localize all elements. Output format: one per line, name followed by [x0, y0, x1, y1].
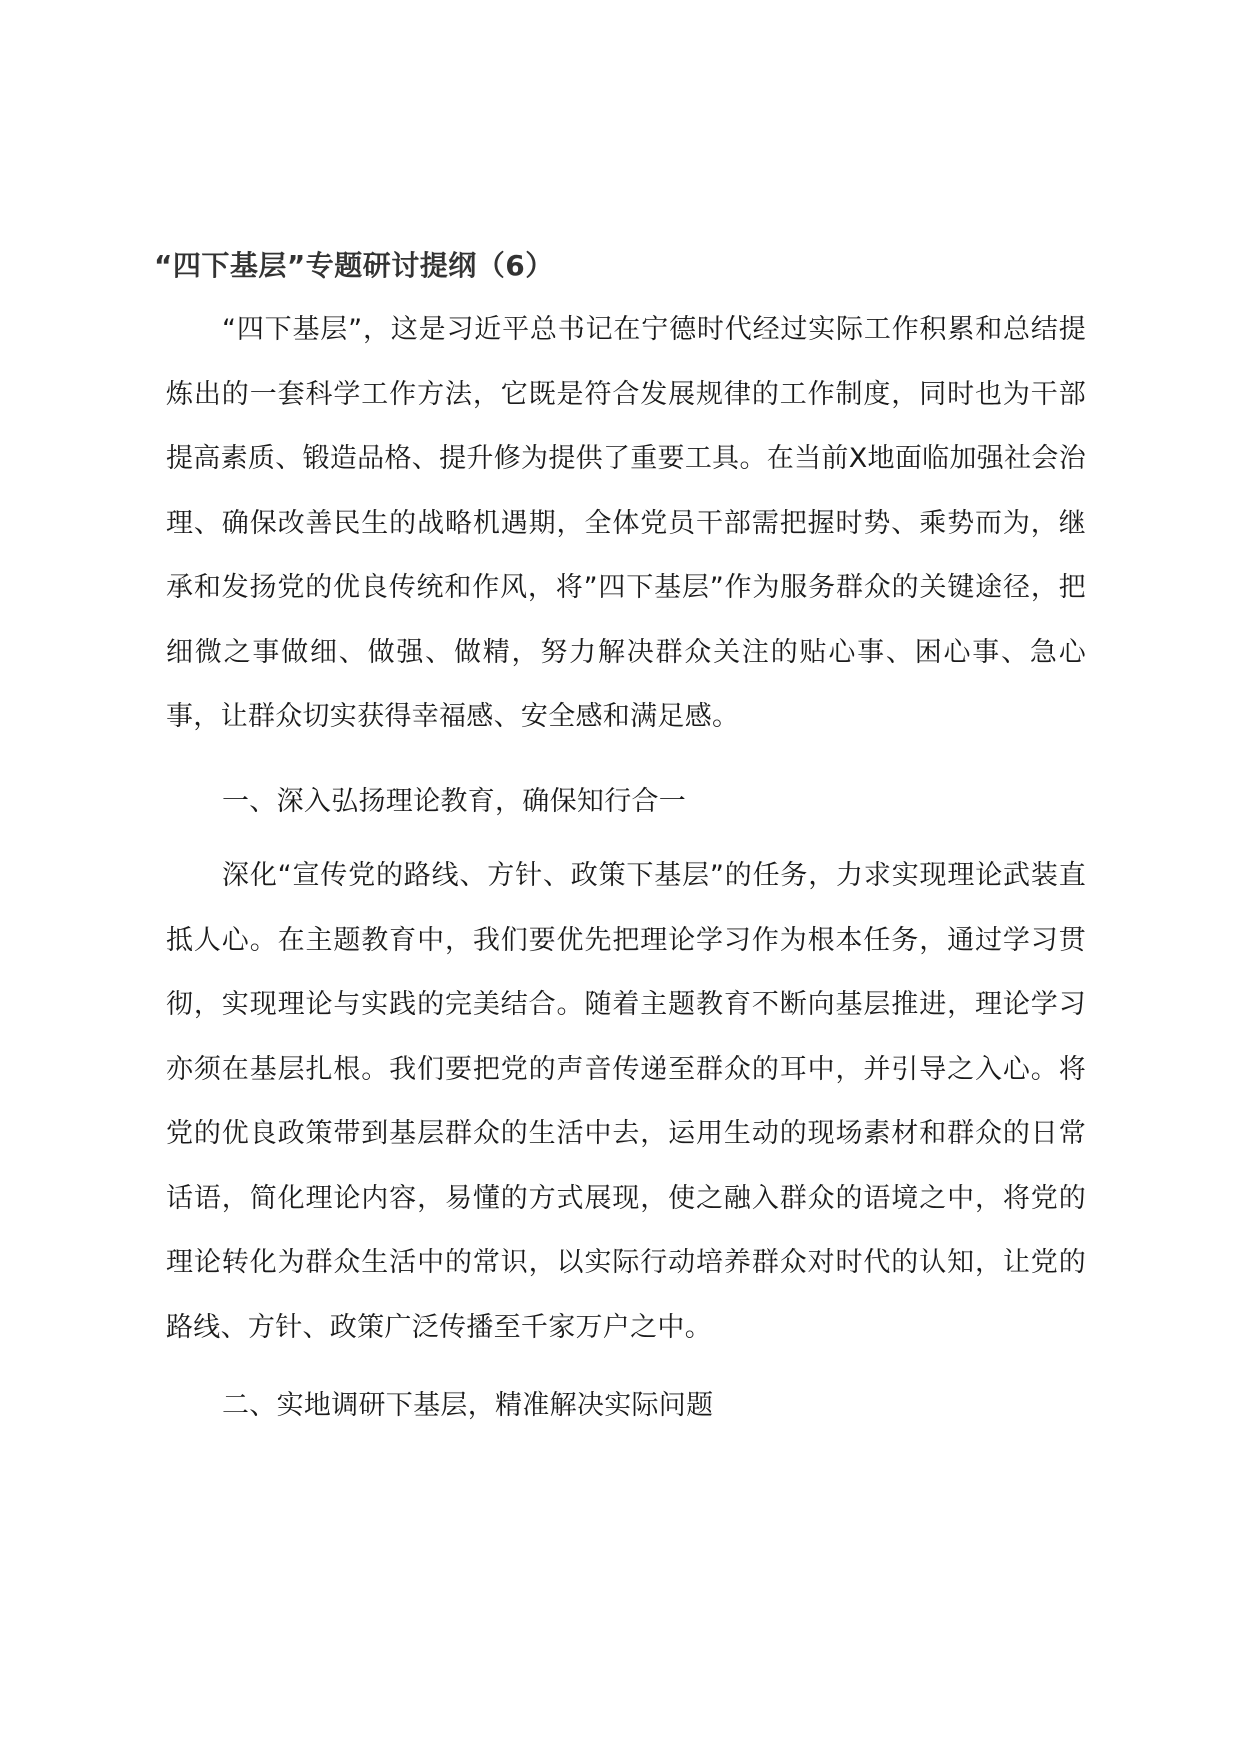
document-title: “四下基层”专题研讨提纲（6）	[154, 249, 554, 282]
section-two-heading: 二、实地调研下基层，精准解决实际问题	[222, 1390, 714, 1421]
document-body	[154, 244, 1086, 1439]
section-one-heading: 一、深入弘扬理论教育，确保知行合一	[222, 785, 687, 817]
intro-paragraph: “四下基层”，这是习近平总书记在宁德时代经过实际工作积累和总结提炼出的一套科学工作方法，它既是符合发展规律的工作制度，同时也为干部提高素质、锻造品格、提升修为提供了重要工具。在当前X地面临加强社会治理、确保改善民生的战略机遇期，全体党员干部需把握时势、乘势而为，继承和发扬党的优良传统和作风，将”四下基层”作为服务群众的关键途径，把细微之事做细、做强、做精，努力解决群众关注的贴心事、困心事、急心事，让群众切实获得幸福感、安全感和满足感。	[166, 314, 1086, 732]
section-one-paragraph: 深化“宣传党的路线、方针、政策下基层”的任务，力求实现理论武装直抵人心。在主题教育中，我们要优先把理论学习作为根本任务，通过学习贯彻，实现理论与实践的完美结合。随着主题教育不断向基层推进，理论学习亦须在基层扎根。我们要把党的声音传递至群众的耳中，并引导之入心。将党的优良政策带到基层群众的生活中去，运用生动的现场素材和群众的日常话语，简化理论内容，易懂的方式展现，使之融入群众的语境之中，将党的理论转化为群众生活中的常识，以实际行动培养群众对时代的认知，让党的路线、方针、政策广泛传播至千家万户之中。	[166, 860, 1086, 1343]
